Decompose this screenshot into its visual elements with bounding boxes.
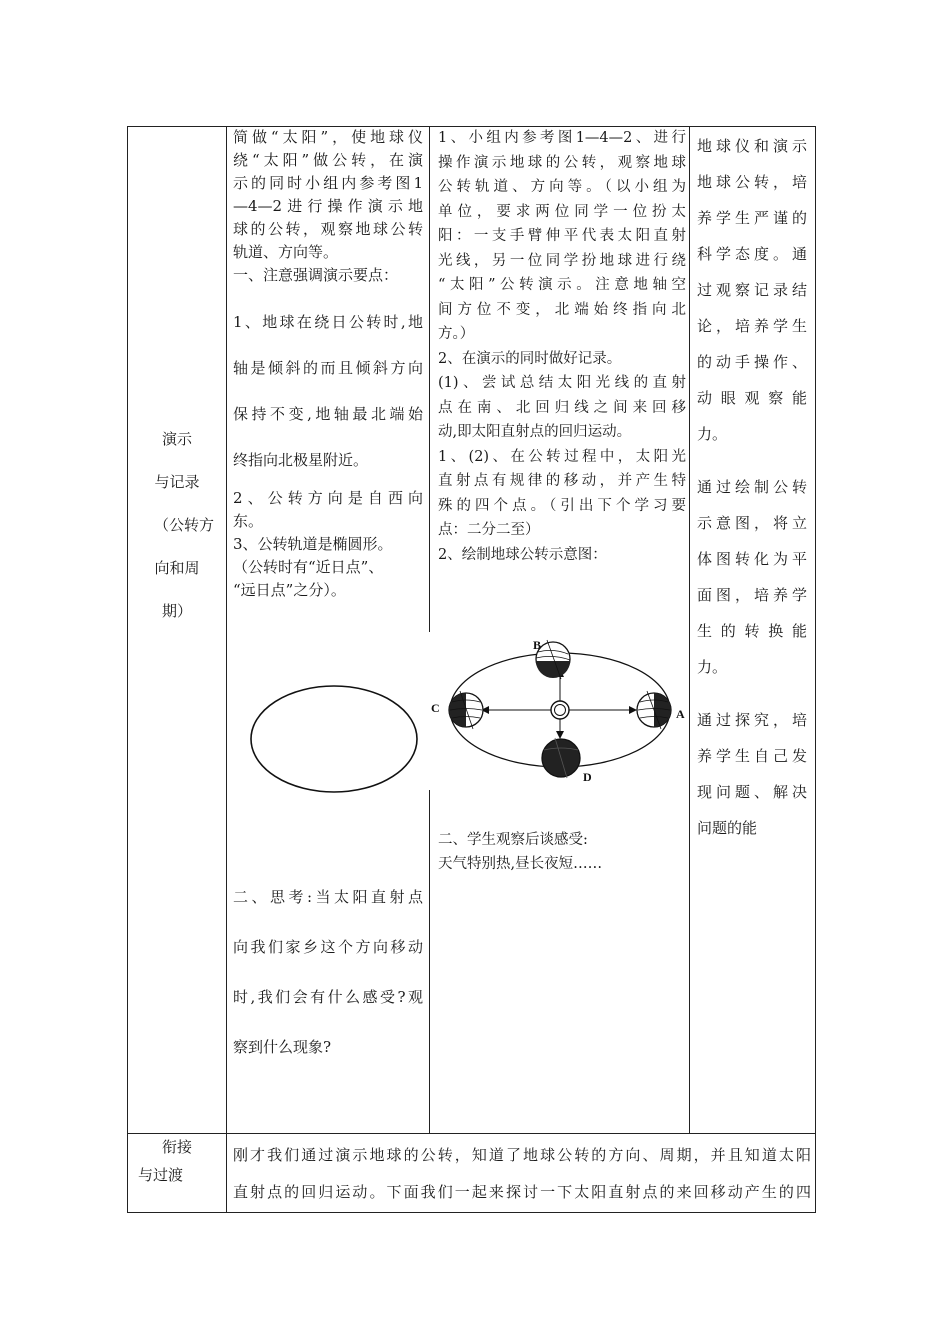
text-line: 动眼观察能: [697, 389, 807, 407]
text-line: 球的公转，观察地球公转: [233, 220, 423, 238]
text-line: （公转时有“近日点”、: [233, 558, 384, 576]
text-line: 绕“太阳”做公转，在演: [233, 151, 423, 169]
text-line: 直射点有规律的移动，并产生特: [438, 473, 686, 489]
row-label-line: 与记录: [154, 473, 200, 491]
text-line: 3、公转轨道是椭圆形。: [233, 535, 393, 553]
text-line: 向我们家乡这个方向移动: [233, 938, 423, 956]
text-line: 操作演示地球的公转，观察地球: [438, 154, 686, 171]
table-border-right: [815, 126, 816, 1213]
table-divider-col3b: [689, 632, 690, 1133]
text-line: 点在南、北回归线之间来回移: [438, 399, 686, 416]
table-bottom-line: [127, 1212, 816, 1213]
row-label-transition: [128, 1133, 226, 1189]
text-line: 通过探究，培: [697, 711, 807, 729]
diagram-label-b: B: [533, 638, 542, 652]
earth-revolution-diagram: [430, 632, 688, 790]
text-line: 简做“太阳”，使地球仪: [233, 128, 423, 146]
row-label-line: 向和周: [154, 559, 200, 577]
text-line: 的动手操作、: [697, 353, 807, 371]
row-label-line: 衔接: [161, 1138, 192, 1156]
table-divider-col2a: [429, 126, 430, 632]
text-line: 示的同时小组内参考图1: [233, 174, 423, 192]
row-label-demo: [128, 418, 226, 633]
text-line: 养学生严谨的: [697, 209, 807, 227]
text-line: 1、小组内参考图1—4—2、进行: [438, 130, 686, 146]
text-line: 2、绘制地球公转示意图：: [438, 546, 607, 563]
row-label-line: 与过渡: [138, 1166, 184, 1184]
text-line: 点：二分二至）: [438, 522, 540, 538]
diagram-label-d: D: [583, 770, 592, 784]
student-activity-text: [438, 126, 686, 567]
text-line: 示意图，将立: [697, 514, 807, 532]
text-line: 1、(2)、在公转过程中，太阳光: [438, 448, 686, 465]
table-row-divider: [127, 1133, 816, 1134]
table-divider-col1: [226, 126, 227, 1213]
text-line: 论，培养学生: [697, 317, 807, 335]
transition-text: [233, 1137, 811, 1211]
text-line: 二、思考:当太阳直射点: [233, 888, 423, 906]
orbit-ellipse-sketch: [248, 683, 420, 795]
diagram-label-c: C: [431, 701, 440, 715]
text-line: 东。: [233, 512, 264, 530]
text-line: 察到什么现象?: [233, 1038, 332, 1056]
table-border-left: [127, 126, 128, 1213]
text-line: 保持不变,地轴最北端始: [233, 405, 423, 423]
text-line: 通过绘制公转: [697, 478, 807, 496]
earth-position-d-icon: [542, 738, 580, 778]
text-line: 阳：一支手臂伸平代表太阳直射: [438, 228, 686, 244]
text-line: 过观察记录结: [697, 281, 807, 299]
text-line: 光线，另一位同学扮地球进行绕: [438, 252, 686, 269]
text-line: 轴是倾斜的而且倾斜方向: [233, 359, 423, 377]
text-line: 二、学生观察后谈感受:: [438, 832, 588, 848]
text-line: 力。: [697, 425, 728, 443]
text-line: 2、在演示的同时做好记录。: [438, 350, 622, 367]
student-feedback-text: [438, 828, 686, 876]
row-label-line: 演示: [161, 430, 192, 448]
table-divider-col2b: [429, 790, 430, 1133]
text-line: 动,即太阳直射点的回归运动。: [438, 424, 632, 440]
teacher-activity-text: [233, 126, 423, 602]
earth-position-b-icon: [536, 640, 570, 679]
text-line: 终指向北极星附近。: [233, 451, 369, 469]
text-line: (1)、尝试总结太阳光线的直射: [438, 375, 686, 391]
earth-position-c-icon: [449, 691, 483, 729]
text-line: 方。）: [438, 326, 475, 342]
text-line: 天气特别热,昼长夜短……: [438, 856, 603, 872]
text-line: 殊的四个点。（引出下个学习要: [438, 497, 686, 514]
text-line: 一、注意强调演示要点：: [233, 266, 399, 284]
text-line: “远日点”之分）。: [233, 581, 346, 599]
text-line: 体图转化为平: [697, 550, 807, 568]
text-line: 直射点的回归运动。下面我们一起来探讨一下太阳直射点的来回移动产生的四: [233, 1183, 811, 1201]
text-line: 单位，要求两位同学一位扮太: [438, 203, 686, 220]
text-line: 力。: [697, 658, 728, 676]
earth-position-a-icon: [637, 691, 671, 729]
text-line: 间方位不变，北端始终指向北: [438, 301, 686, 318]
text-line: 刚才我们通过演示地球的公转，知道了地球公转的方向、周期，并且知道太阳: [233, 1146, 811, 1164]
teacher-think-question: [233, 872, 423, 1072]
text-line: 问题的能: [697, 819, 758, 837]
text-line: 地球仪和演示: [697, 137, 807, 155]
text-line: 科学态度。通: [697, 245, 807, 263]
text-line: 面图，培养学: [697, 586, 807, 604]
text-line: 地球公转，培: [697, 173, 807, 191]
text-line: 养学生自己发: [697, 747, 807, 765]
text-line: 公转轨道、方向等。（以小组为: [438, 179, 686, 195]
text-line: 2、公转方向是自西向: [233, 489, 423, 507]
text-line: —4—2进行操作演示地: [233, 197, 423, 215]
text-line: 时,我们会有什么感受?观: [233, 988, 423, 1006]
design-intent-text: [697, 128, 807, 846]
table-divider-col3a: [689, 126, 690, 632]
text-line: 生的转换能: [697, 622, 807, 640]
text-line: “太阳”公转演示。注意地轴空: [438, 277, 686, 293]
row-label-line: （公转方: [153, 516, 214, 534]
row-label-line: 期）: [161, 602, 192, 620]
text-line: 现问题、解决: [697, 783, 807, 801]
sun-icon: [551, 701, 569, 719]
text-line: 1、地球在绕日公转时,地: [233, 313, 423, 331]
diagram-label-a: A: [676, 707, 685, 721]
text-line: 轨道、方向等。: [233, 243, 339, 261]
